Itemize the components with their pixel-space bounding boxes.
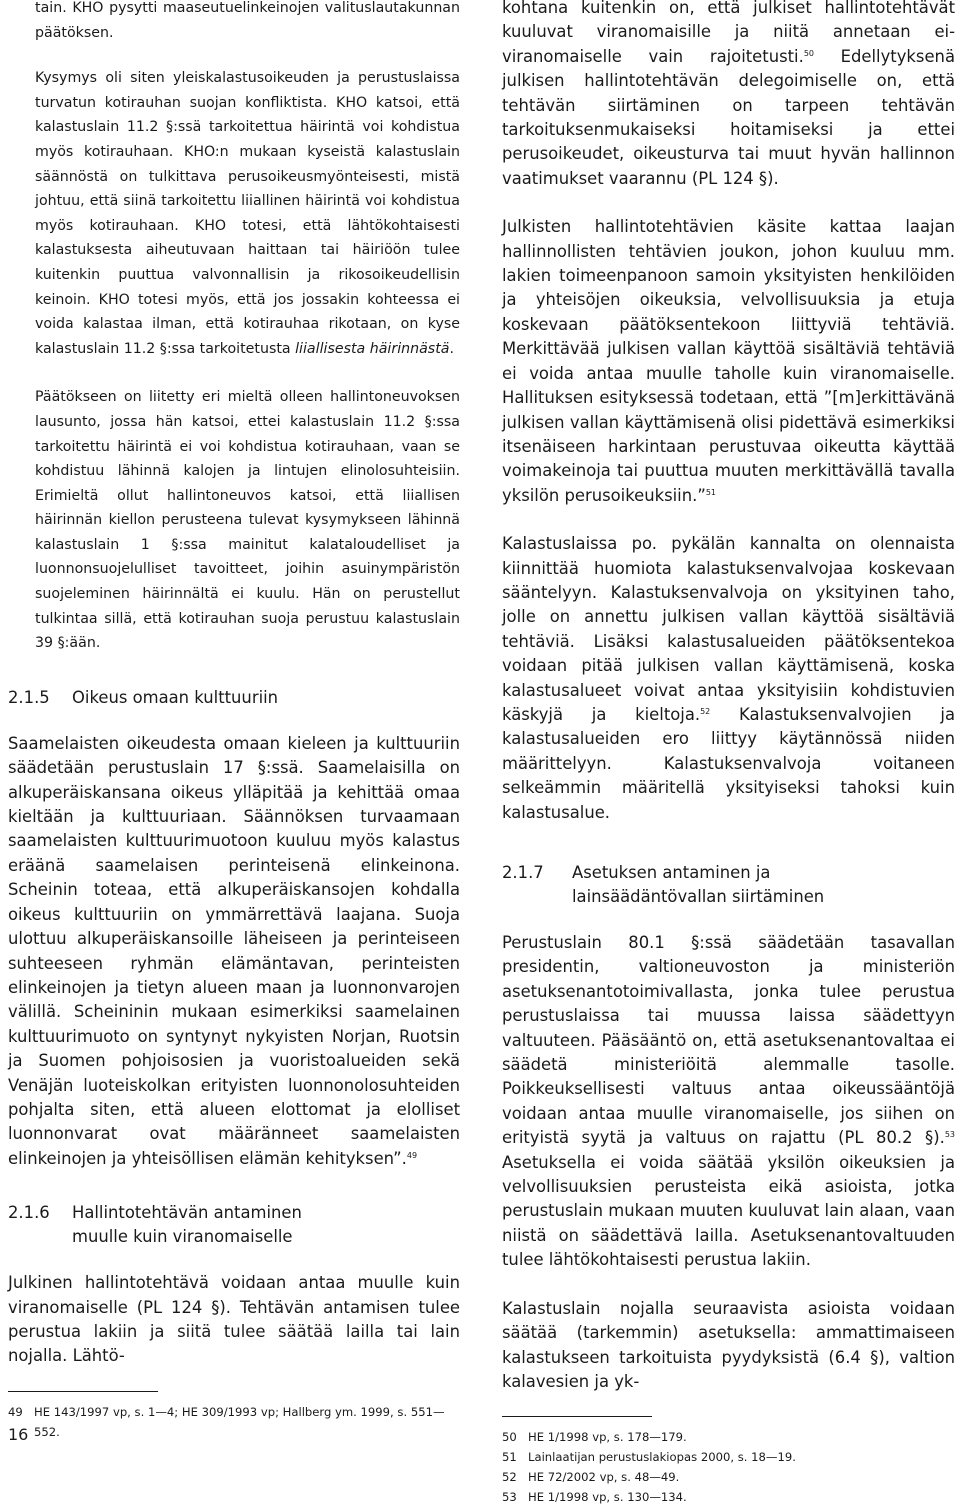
footnote-text: Lainlaatijan perustuslakiopas 2000, s. 18—19. <box>528 1450 796 1465</box>
footnote-ref: 51 <box>705 487 716 497</box>
footnote-ref: 52 <box>700 706 711 716</box>
page-number: 16 <box>8 1425 29 1444</box>
paragraph-text: kohtana kuitenkin on, että julkiset hallintotehtävät kuuluvat viranomaisille ja niitä annetaan ei-viranomaiselle vain rajoitetusti. <box>502 0 955 66</box>
spacer <box>8 656 460 686</box>
paragraph-text: Kalastuksenvalvojien ja kalastusalueiden ero liittyy käytännössä niiden määrittelyyn. Kalastuksenvalvoja voitaneen selkeämmin määritellä yksityiseksi tahoksi kuin kalastusalue. <box>502 704 955 822</box>
paragraph: Päätökseen on liitetty eri mieltä olleen hallintoneuvoksen lausunto, jossa hän katsoi, ettei kalastuslain 11.2 §:ssa tarkoitettu häirintä ei voi kohdistua kotirauhaan, vaan se kohdistuu lähinnä kalojen ja lintujen elinolosuhteisiin. Erimieltä ollut hallintoneuvos katsoi, että liiallisen häirinnän kiellon perusteena tulevat kysymykseen lähinnä kalastuslain 1 §:ssa mainitut kalataloudelliset ja luonnonsuojelulliset tavoitteet, joihin asuinympäristön suojeleminen häirinnältä ei kuulu. Hän on perustellut tulkintaa sillä, että kotirauhan suoja perustuu kalastuslain 39 §:ään. <box>35 389 460 652</box>
spacer <box>502 508 955 532</box>
paragraph <box>8 732 460 1171</box>
spacer <box>502 1394 955 1416</box>
footnote-number: 49 <box>8 1404 23 1419</box>
section-heading <box>8 686 460 710</box>
footnote <box>502 1467 955 1487</box>
footnote-ref: 49 <box>406 1150 418 1160</box>
footnote <box>502 1427 955 1447</box>
spacer <box>502 1273 955 1297</box>
section-heading <box>502 861 955 909</box>
paragraph: Julkinen hallintotehtävä voidaan antaa muulle kuin viranomaiselle (PL 124 §). Tehtävän antamisen tulee perustua lakiin ja siitä tulee säätää lailla tai lain nojalla. Lähtö- <box>8 1273 460 1366</box>
footnote-text: HE 72/2002 vp, s. 48—49. <box>528 1470 680 1485</box>
spacer <box>502 825 955 861</box>
footnote-text: HE 1/1998 vp, s. 178—179. <box>528 1430 687 1445</box>
paragraph-text: . <box>449 340 454 357</box>
spacer <box>8 1369 460 1391</box>
footnote-ref: 53 <box>944 1130 955 1140</box>
footnote <box>8 1402 460 1442</box>
paragraph-text: Perustuslain 80.1 §:ssä säädetään tasavallan presidentin, valtioneuvoston ja ministeriön asetuksenantotoimivallasta, jonka tulee perustua perustuslaissa tai muussa laissa säädettyyn valtuuteen. Pääsääntö on, että asetuksenantovaltaa ei säädetä ministeriöitä alemmalle tasolle. Poikkeuksellisesti valtuus antaa oikeussääntöjä voidaan antaa muulle viranomaiselle, jos siihen on erityistä syytä ja valtuus on rajattu (PL 80.2 §). <box>502 933 955 1148</box>
footnote-ref: 50 <box>803 48 814 58</box>
paragraph-text: Saamelaisten oikeudesta omaan kieleen ja kulttuuriin säädetään perustuslain 17 §:ssä. Saamelaisilla on alkuperäiskansana oikeus ylläpitää ja kehittää omaa kieltään ja kulttuuriaan. Säännöksen turvaamaan saamelaisten kulttuurimuotoon kuuluu myös kalastus eräänä saamelaisen perinteisenä elinkeinona. Scheinin toteaa, että alkuperäiskansojen kohdalla oikeus kulttuuriin on ymmärrettävä laajana. Suoja ulottuu alkuperäiskansoille läheiseen ja perinteiseen suhteeseen ryhmän elämäntavan, perinteisten elinkeinojen ja tietyn alueen maan ja luonnonvarojen välillä. Scheininin mukaan esimerkiksi saamelainen kulttuurimuoto on syntynyt nykyisten Norjan, Ruotsin ja Suomen pohjoisosien ja vuoristoalueiden sekä Venäjän luoteiskolkan erityisten luonnonolosuhteiden pohjalta siten, että alueen elottomat ja elolliset luonnonvarat ovat määränneet saamelaisten elinkeinojen ja yhteisöllisen elämän kehityksen”. <box>8 733 460 1168</box>
footnote-text: HE 143/1997 vp, s. 1—4; HE 309/1993 vp; Hallberg ym. 1999, s. 551—552. <box>34 1404 445 1439</box>
footnote-number: 52 <box>502 1470 517 1485</box>
footnote-number: 50 <box>502 1430 517 1445</box>
footnote <box>502 1487 955 1507</box>
section-title: Asetuksen antaminen ja lainsäädäntövallan siirtäminen <box>572 863 825 906</box>
spacer <box>8 45 460 66</box>
paragraph <box>502 532 955 825</box>
spacer <box>502 909 955 931</box>
footnote-number: 53 <box>502 1490 517 1505</box>
section-number: 2.1.7 <box>502 863 544 882</box>
left-column <box>8 0 460 1442</box>
section-title: Hallintotehtävän antaminen muulle kuin viranomaiselle <box>72 1203 302 1247</box>
section-heading <box>8 1201 460 1249</box>
spacer <box>502 191 955 215</box>
footnote-divider <box>8 1391 158 1392</box>
paragraph-text: Edellytyksenä julkisen hallintotehtävän delegoimiselle on, että tehtävän siirtäminen on tarpeen tehtävän tarkoituksenmukaiseksi hoitamiseksi ja ettei perusoikeudet, oikeusturva tai muut hyvän hallinnon vaatimukset vaarannu (PL 124 §). <box>502 46 955 188</box>
paragraph <box>502 215 955 508</box>
paragraph <box>502 931 955 1273</box>
spacer <box>8 1171 460 1201</box>
paragraph-text: Julkisten hallintotehtävien käsite kattaa laajan hallinnollisten tehtävien joukon, johon kuuluu mm. lakien toimeenpanoon samoin yksityisten henkilöiden ja yhteisöjen oikeuksia, velvollisuuksia ja etuja koskevaan päätöksentekoon liittyviä tehtäviä. Merkittävää julkisen vallan käyttöä sisältäviä tehtäviä ei voida antaa muulle taholle kuin viranomaiselle. Hallituksen esityksessä todetaan, että ”[m]erkittävänä julkisen vallan käyttämisenä olisi pidettävä esimerkiksi itsenäiseen harkintaan perustuvaa oikeutta käyttää voimakeinoja tai puuttua muuten merkittävällä tavalla yksilön perusoikeuksiin.” <box>502 217 955 505</box>
section-number: 2.1.6 <box>8 1203 50 1223</box>
right-column <box>502 0 955 1507</box>
footnote-divider <box>502 1416 652 1417</box>
paragraph: Kalastuslain nojalla seuraavista asioista voidaan säätää (tarkemmin) asetuksella: ammattimaiseen kalastukseen tarkoituista pyydyksistä (6.4 §), valtion kalavesien ja yk- <box>502 1298 955 1391</box>
footnote <box>502 1447 955 1467</box>
paragraph <box>8 66 460 361</box>
spacer <box>8 1249 460 1271</box>
italic-term: liiallisesta häirinnästä <box>295 340 450 357</box>
section-title: Oikeus omaan kulttuuriin <box>72 687 279 707</box>
spacer <box>8 710 460 732</box>
paragraph: tain. KHO pysytti maaseutuelinkeinojen valituslautakunnan päätöksen. <box>35 0 460 41</box>
footnote-number: 51 <box>502 1450 517 1465</box>
section-number: 2.1.5 <box>8 687 50 707</box>
paragraph-text: Kysymys oli siten yleiskalastusoikeuden ja perustuslaissa turvatun kotirauhan suojan konfliktista. KHO katsoi, että kalastuslain 11.2 §:ssä tarkoitettua häirintä voi kohdistua myös kotirauhaan. KHO:n mukaan kyseistä kalastuslain säännöstä on tulkittava perusoikeusmyönteisesti, mistä johtuu, että siinä tarkoitettu liiallinen häirintä voi kohdistua myös kotirauhaan. KHO totesi, että lähtökohtaisesti kalastuksesta aiheutuvaan haittaan tai häiriöön tulee kuitenkin puuttua valvonnallisin ja rikosoikeudellisin keinoin. KHO totesi myös, että jos jossakin kohteessa ei voida kalastaa ilman, että kotirauhaa rikotaan, on kyse kalastuslain 11.2 §:ssa tarkoitetusta <box>35 70 460 357</box>
paragraph-text: Asetuksella ei voida säätää yksilön oikeuksien ja velvollisuuksien perusteista eikä asioista, jotka perustuslain mukaan muuten kuuluvat lain alaan, vaan niistä on säädettävä lailla. Asetuksenantovaltuuden tulee lähtökohtaisesti perustua lakiin. <box>502 1152 955 1270</box>
footnote-text: HE 1/1998 vp, s. 130—134. <box>528 1490 687 1505</box>
spacer <box>8 361 460 385</box>
paragraph <box>502 0 955 191</box>
paragraph-text: Kalastuslaissa po. pykälän kannalta on olennaista kiinnittää huomiota kalastuksenvalvojaa koskevaan sääntelyyn. Kalastuksenvalvoja on yksityinen taho, jolle on annettu julkisen vallan käyttöä sisältäviä tehtäviä. Lisäksi kalastusalueiden päätöksentekoa voidaan pitää julkisen vallan käyttämisenä, koska kalastusalueet voivat antaa yksityisiin kohdistuvien käskyjä ja kieltoja. <box>502 534 955 724</box>
